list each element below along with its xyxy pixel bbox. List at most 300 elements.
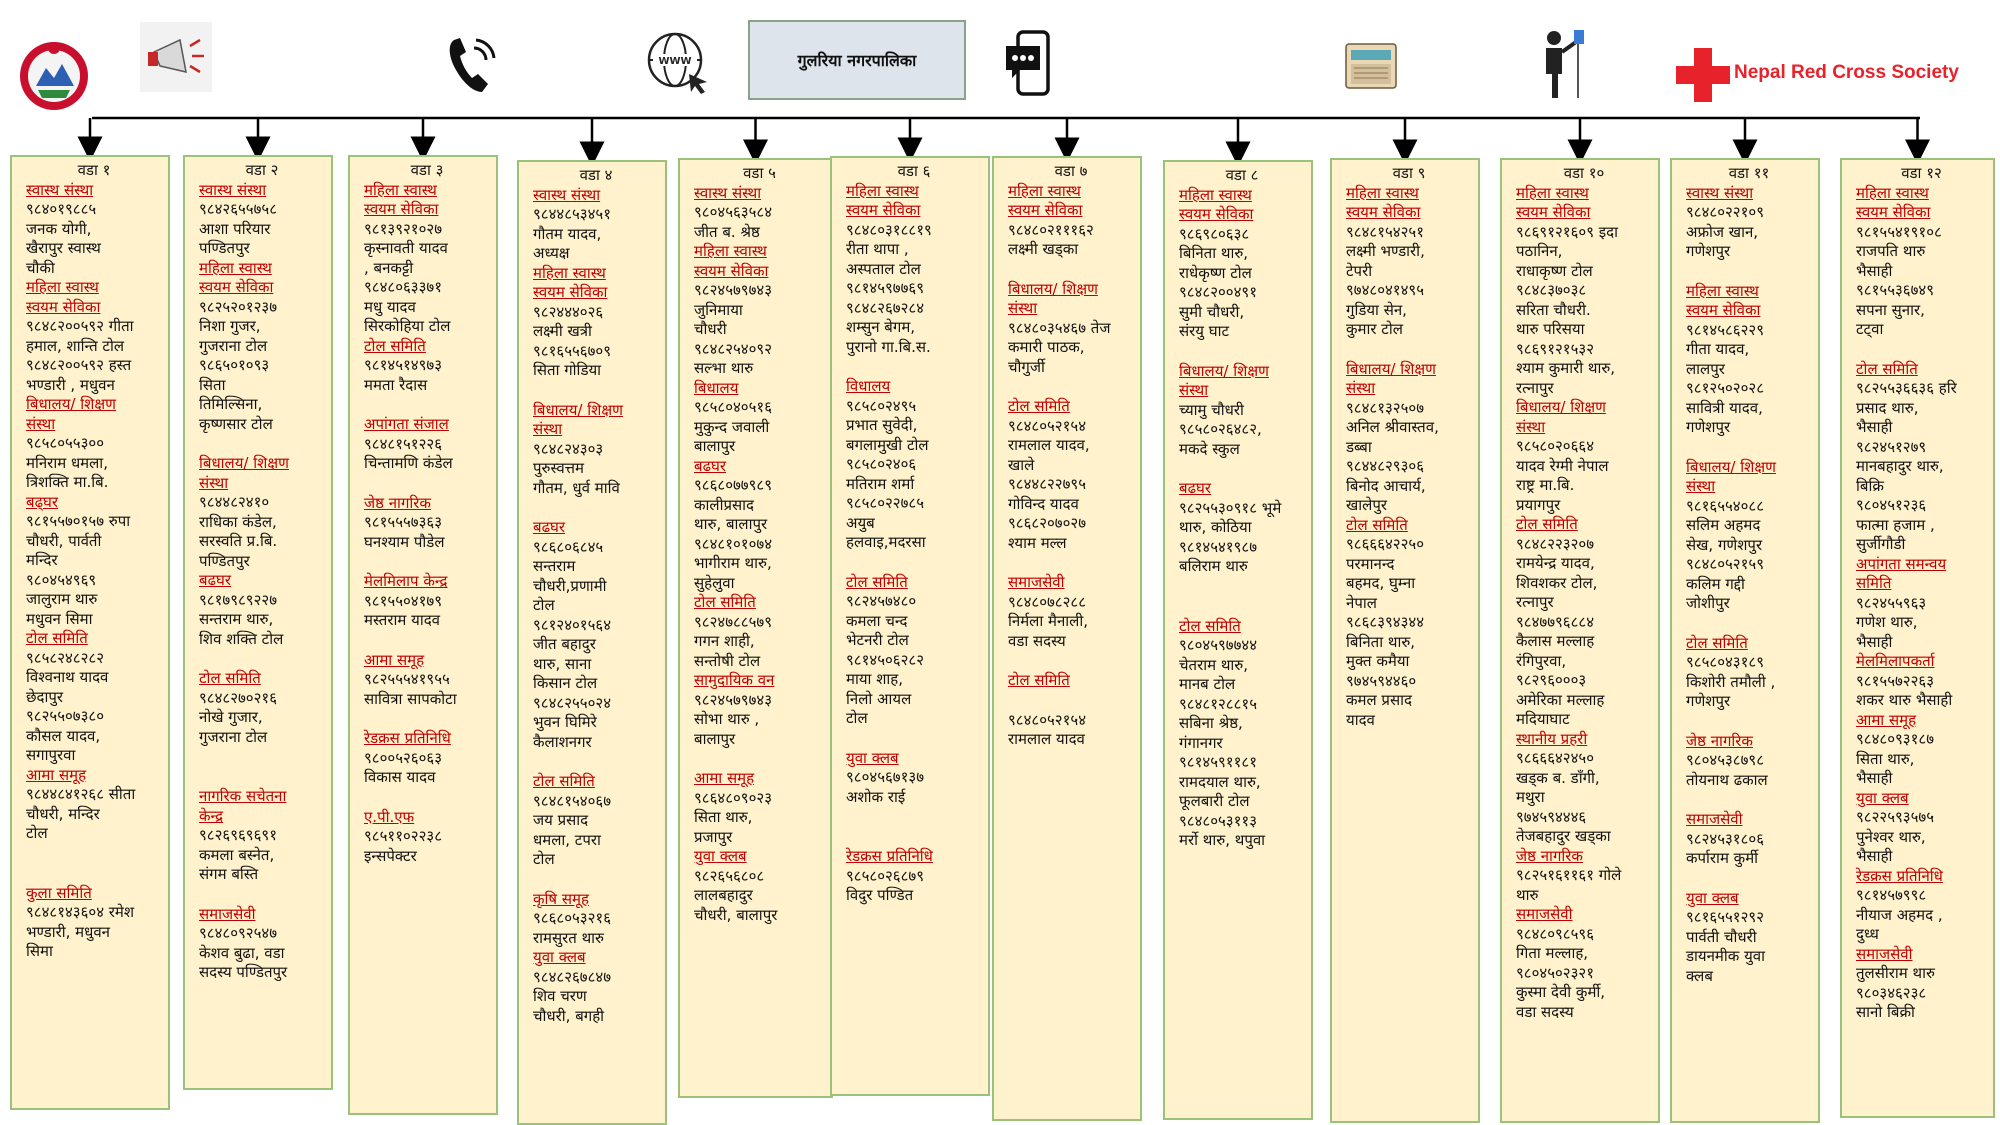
contact-line: पण्डितपुर (199, 551, 250, 570)
spacer (1686, 614, 1812, 634)
category-heading: महिला स्वास्थ (1856, 183, 1929, 202)
contact-line: ९८२६५६८०८ (694, 866, 765, 885)
contact-line: ९८००५२६०६३ (364, 748, 443, 767)
contact-line: सन्तोषी टोल (694, 651, 761, 670)
category-heading: महिला स्वास्थ (364, 180, 437, 199)
category-heading: बढ्घर (26, 492, 59, 511)
contact-line: ९८४८२६७८४७ (533, 967, 612, 986)
contact-line: सावित्रा सापकोटा (364, 689, 457, 708)
contact-line: त्रिशक्ति मा.बि. (26, 473, 109, 491)
category-heading: महिला स्वास्थ (1686, 281, 1759, 300)
contact-line: ९८४८०९३१८७ (1856, 730, 1935, 748)
category-heading: समाजसेवी (199, 904, 256, 923)
category-heading: ए.पी.एफ (364, 807, 415, 826)
contact-line: ९८४८२६७२८४ (846, 298, 925, 317)
category-heading: संस्था (1179, 381, 1209, 399)
contact-line: सिमा (26, 942, 53, 960)
category-heading: स्वयम सेविका (1686, 301, 1761, 319)
spacer (846, 807, 982, 827)
category-heading: स्वयम सेविका (1346, 203, 1421, 221)
category-heading: स्वयम सेविका (199, 278, 274, 296)
category-heading: बिधालय (694, 378, 739, 397)
contact-line: क्लब (1686, 966, 1713, 985)
spacer (1179, 342, 1305, 362)
contact-line: सिरकोहिया टोल (364, 317, 451, 335)
contact-line: ९८४८०९८५९६ (1516, 924, 1595, 943)
ward-title: वडा ४ (579, 166, 613, 184)
contact-line: ९८४८१५४०६७ (533, 791, 612, 810)
contact-line: विश्वनाथ यादव (26, 668, 109, 686)
contact-line: नेपाल (1346, 593, 1377, 612)
contact-line: ९८४८०२२१०९ (1686, 203, 1765, 221)
category-heading: बिधालय/ शिक्षण (1179, 361, 1269, 380)
spacer (1008, 651, 1134, 671)
contact-line: शकर थारु भैसाही (1856, 691, 1953, 709)
contact-line: मकदे स्कुल (1179, 439, 1240, 458)
contact-line: ९८२५५५४१९५५ (364, 670, 450, 688)
spacer (1008, 260, 1134, 280)
contact-line: टेपरी (1346, 261, 1373, 280)
contact-line: ९८४८०५२१५९ (1686, 555, 1765, 573)
contact-line: गोविन्द यादव (1008, 494, 1079, 513)
ward-title: वडा २ (245, 161, 279, 179)
contact-line: किसान टोल (533, 674, 598, 692)
contact-line: ९८४८२२३२०७ (1516, 534, 1595, 553)
category-heading: बढघर (694, 456, 727, 475)
contact-line: सदस्य पण्डितपुर (199, 963, 288, 981)
contact-line: ९८०४५६७१३७ (846, 768, 925, 786)
category-heading: टोल समिति (1516, 515, 1578, 533)
contact-line: ९८२५५३६६३६ हरि (1856, 379, 1957, 397)
category-heading: विधालय (846, 377, 891, 395)
ward-column-6 (830, 156, 990, 1096)
contact-line: ९८४४८४१२६८ सीता (26, 785, 136, 803)
contact-line: कृस्नावती यादव (364, 239, 448, 257)
contact-line: सरस्वति प्र.बि. (199, 532, 278, 550)
contact-line: शिव चरण (533, 987, 587, 1005)
contact-line: सलिम अहमद (1686, 516, 1761, 534)
contact-line: अफ्रोज खान, (1686, 222, 1759, 241)
category-heading: टोल समिति (1856, 359, 1918, 378)
contact-line: थारु, कोठिया (1179, 518, 1252, 536)
contact-line: ९८४८०३१८८१९ (846, 220, 932, 239)
contact-line: ९८६८२०७०२७ (1008, 514, 1087, 532)
contact-line: ९८२४५७४८० (846, 592, 917, 610)
category-heading: संस्था (199, 473, 229, 492)
category-heading: स्वास्थ संस्था (26, 180, 94, 199)
contact-line: वडा सदस्य (1008, 631, 1066, 650)
contact-line: कमला बस्नेत, (199, 845, 275, 864)
category-heading: नागरिक सचेतना (199, 787, 287, 805)
spacer (1179, 459, 1305, 479)
contact-line: इन्सपेक्टर (364, 846, 417, 865)
category-heading: जेष्ठ नागरिक (1686, 731, 1753, 750)
contact-line: जालुराम थारु (26, 590, 98, 608)
contact-line: सुहेलुवा (694, 573, 735, 592)
ward-column-4 (517, 160, 667, 1125)
spacer (364, 395, 490, 415)
spacer (1856, 340, 1987, 360)
contact-line: ९८५८०२४०६ (846, 455, 917, 473)
contact-line: ९८२६९६९६९१ (199, 826, 278, 844)
contact-line: मधुवन सिमा (26, 609, 93, 628)
category-heading: स्वयम सेविका (846, 201, 921, 219)
contact-line: मानब टोल (1179, 675, 1236, 693)
category-heading: केन्द्र (199, 806, 224, 825)
contact-line: ९८४८०५३११३ (1179, 811, 1258, 830)
contact-line: मथुरा (1516, 788, 1545, 806)
contact-line: थारु, बालापुर (694, 515, 768, 533)
contact-line: फूलबारी टोल (1179, 792, 1250, 810)
contact-line: सपना सुनार, (1856, 300, 1925, 319)
ward-column-10 (1500, 158, 1660, 1123)
contact-line: कृष्णसार टोल (199, 414, 273, 433)
ward-title: वडा ८ (1225, 166, 1259, 184)
contact-line: भैसाही (1856, 418, 1893, 436)
contact-line: पण्डितपुर (199, 239, 250, 257)
ward-title: वडा १२ (1901, 164, 1942, 182)
category-heading: आमा समूह (1856, 710, 1917, 729)
spacer (364, 552, 490, 572)
contact-line: गगन शाही, (694, 632, 755, 650)
category-heading: युवा क्लब (846, 748, 899, 767)
contact-line: रामलाल यादव (1008, 730, 1085, 748)
contact-line: बिनोद आचार्य, (1346, 476, 1426, 495)
contact-line: गिता मल्लाह, (1516, 944, 1589, 962)
municipality-title: गुलरिया नगरपालिका (748, 20, 966, 100)
contact-line: बालापुर (694, 437, 736, 455)
contact-line: ९८४८३७०३८ (1516, 281, 1587, 299)
contact-line: पुनेश्वर थारु, (1856, 827, 1926, 846)
contact-line: प्रसाद थारु, (1856, 398, 1919, 417)
category-heading: आमा समूह (694, 769, 755, 787)
contact-line: सेख, गणेशपुर (1686, 535, 1763, 554)
contact-line: बगलामुखी टोल (846, 435, 929, 454)
category-heading: संस्था (1516, 417, 1546, 436)
contact-line: कैलाशनगर (533, 732, 592, 751)
spacer (199, 767, 325, 787)
category-heading: टोल समिति (1179, 616, 1241, 635)
contact-line: सिता गोडिया (533, 361, 602, 379)
spacer (1008, 377, 1134, 397)
contact-line: ९८१४५०६२८२ (846, 650, 925, 669)
contact-line: ९८४८१५४२५१ (1346, 222, 1425, 241)
contact-line: ९८५८०२६४८२, (1179, 420, 1262, 438)
contact-line: प्रभात सुवेदी, (846, 416, 918, 434)
contact-line: भेटनरी टोल (846, 631, 909, 649)
category-heading: टोल समिति (846, 572, 908, 591)
contact-line: मनिराम धमला, (26, 453, 108, 472)
spacer (1686, 712, 1812, 732)
ward-title: वडा ७ (1054, 162, 1088, 180)
contact-line: कर्पाराम कुर्मी (1686, 849, 1759, 867)
contact-line: ९८४२६५५७५८ (199, 200, 278, 218)
spacer (1346, 340, 1472, 360)
contact-line: रामयेन्द्र यादव, (1516, 554, 1595, 572)
contact-line: सिता (199, 375, 226, 394)
contact-line: अनिल श्रीवास्तव, (1346, 418, 1439, 436)
spacer (199, 885, 325, 905)
contact-line: कुमार टोल (1346, 320, 1403, 338)
contact-line: ९८१५५७२२६३ (1856, 671, 1935, 690)
ward-column-5 (678, 158, 833, 1098)
contact-line: टट्वा (1856, 320, 1884, 338)
contact-line: खालेपुर (1346, 496, 1387, 514)
contact-line: च्यामु चौधरी (1179, 400, 1244, 419)
contact-line: सबिना श्रेष्ठ, (1179, 714, 1243, 732)
contact-line: चौधरी, बालापुर (694, 905, 778, 924)
connector-lines (0, 0, 2000, 170)
category-heading: आमा समूह (26, 765, 87, 784)
contact-line: संरयु घाट (1179, 322, 1230, 340)
contact-line: मधु यादव (364, 297, 416, 316)
contact-line: ९८६४८०९०२३ (694, 788, 773, 807)
category-heading: स्वयम सेविका (26, 297, 101, 316)
contact-line: मुक्त कमैया (1346, 652, 1410, 670)
contact-line: ९८१५५३६७४९ (1856, 281, 1935, 299)
ward-title: वडा १० (1563, 164, 1605, 182)
contact-line: निर्मला मैनाली, (1008, 612, 1089, 630)
contact-line: ९८४८२५५०२४ (533, 693, 612, 712)
contact-line: गणेशपुर (1686, 242, 1731, 260)
contact-line: चेतराम थारु, (1179, 655, 1249, 674)
contact-line: बहमद, घुम्ना (1346, 574, 1416, 592)
contact-line: केशव बुढा, वडा (199, 943, 285, 962)
contact-line: ९७४५९४४६० (1346, 671, 1417, 690)
contact-line: राधाकृष्ण टोल (1516, 261, 1593, 280)
category-heading: समाजसेवी (1516, 905, 1573, 923)
contact-line: ९८१६५५६७०९ (533, 341, 612, 360)
category-heading: स्वास्थ संस्था (1686, 183, 1754, 202)
contact-line: ९८१५५५७३६३ (364, 513, 443, 531)
ward-title: वडा १ (77, 161, 111, 179)
contact-line: ९८१४५४१९८७ (1179, 537, 1258, 556)
contact-line: नीयाज अहमद , (1856, 905, 1943, 924)
contact-line: रामदयाल थारु, (1179, 772, 1261, 791)
spacer (199, 747, 325, 767)
contact-line: प्रजापुर (694, 827, 733, 846)
contact-line: शिवशकर टोल, (1516, 573, 1598, 592)
contact-line: गौतम, धुर्व मावि (533, 478, 620, 497)
contact-line: चौधरी, पार्वती (26, 531, 102, 550)
contact-line: तेजबहादुर खड्का (1516, 827, 1611, 845)
category-heading: महिला स्वास्थ (1346, 183, 1419, 202)
contact-line: ९८१६५५४०८८ (1686, 496, 1765, 515)
contact-line: गुजराना टोल (199, 727, 268, 746)
contact-line: अयुब (846, 513, 875, 532)
contact-line: ९८२४५१२७९ (1856, 437, 1927, 456)
contact-line: सन्तराम थारु, (199, 610, 274, 628)
contact-line: तोयनाथ ढकाल (1686, 770, 1768, 789)
contact-line: ९८४८०७८२८८ (1008, 592, 1087, 611)
contact-line: जुनिमाया (694, 300, 743, 319)
contact-line: ९८१४५७९९८ (1856, 886, 1927, 904)
category-heading: टोल समिति (1346, 515, 1408, 534)
category-heading: बिधालय/ शिक्षण (1008, 279, 1098, 298)
contact-line: अशोक राई (846, 787, 906, 806)
contact-line: लक्ष्मी भण्डारी, (1346, 242, 1425, 260)
contact-line: ९८५८०२२७८५ (846, 494, 925, 512)
contact-line: सरिता चौधरी. (1516, 300, 1591, 319)
contact-line: घनश्याम पौडेल (364, 532, 445, 551)
contact-line: सावित्री यादव, (1686, 398, 1763, 417)
category-heading: टोल समिति (694, 593, 756, 611)
spacer (1686, 262, 1812, 282)
contact-line: सगापुरवा (26, 746, 76, 764)
category-heading: रेडक्रस प्रतिनिधि (846, 847, 933, 865)
contact-line: ९८४८१४३६०४ रमेश (26, 903, 135, 921)
category-heading: महिला स्वास्थ (26, 278, 99, 296)
contact-line: टोल (846, 709, 868, 727)
spacer (1179, 577, 1305, 597)
contact-line: तिमिल्सिना, (199, 395, 263, 413)
contact-line: भैसाही (1856, 261, 1893, 280)
contact-line: कलिम गद्दी (1686, 574, 1745, 593)
contact-line: कमारी पाठक, (1008, 338, 1085, 356)
contact-line: ९८५८०५५३०० (26, 434, 105, 452)
category-heading: आमा समूह (364, 650, 425, 669)
contact-line: भागीराम थारु, (694, 554, 772, 572)
category-heading: समाजसेवी (1008, 573, 1065, 591)
contact-line: कौसल यादव, (26, 726, 101, 745)
contact-line: सन्तराम (533, 557, 576, 575)
contact-line: गुडिया सेन, (1346, 300, 1407, 319)
spacer (199, 434, 325, 454)
contact-line: ९८४८१०१०७४ (694, 534, 773, 553)
contact-line: ९८४४८५३४५१ (533, 205, 612, 223)
contact-line: ९८४८०९२५४७ (199, 924, 278, 942)
contact-line: ९८२४५५९६३ (1856, 593, 1927, 612)
contact-line: माया शाह, (846, 670, 904, 688)
contact-line: कुस्मा देवी कुर्मी, (1516, 983, 1606, 1001)
contact-line: भैसाही (1856, 847, 1893, 865)
contact-line: परमानन्द (1346, 554, 1395, 573)
contact-line: ९८१२५०२०२८ (1686, 379, 1765, 397)
contact-line: शम्सुन बेगम, (846, 318, 916, 336)
contact-line: धमला, टपरा (533, 830, 601, 849)
spacer (1008, 553, 1134, 573)
contact-line: मदियाघाट (1516, 710, 1570, 728)
category-heading: टोल समिति (533, 772, 595, 790)
category-heading: टोल समिति (199, 669, 261, 687)
ward-column-12 (1840, 158, 1995, 1118)
contact-line: ९८४८१२८८१५ (1179, 694, 1258, 713)
category-heading: बिधालय/ शिक्षण (1686, 457, 1776, 476)
contact-line: गीता यादव, (1686, 340, 1750, 358)
contact-line: आशा परियार (199, 219, 271, 238)
contact-line: थारु (1516, 885, 1539, 904)
category-heading: बिधालय/ शिक्षण (1516, 398, 1606, 416)
contact-line: कालीप्रसाद (694, 495, 754, 514)
contact-line: खाले (1008, 455, 1035, 474)
category-heading: रेडक्रस प्रतिनिधि (1856, 866, 1943, 885)
contact-line: प्रयागपुर (1516, 495, 1561, 514)
contact-line: बिक्रि (1856, 476, 1884, 495)
contact-line: ९८६८०५३२१६ (533, 909, 612, 927)
contact-line: ९८६८०७७९८९ (694, 476, 773, 494)
ward-column-3 (348, 155, 498, 1115)
contact-line: ९८४४८२२७९५ (1008, 475, 1087, 493)
contact-line: ९८४८०३५४६७ तेज (1008, 318, 1111, 337)
contact-line: ९८२५२०१२३७ (199, 297, 278, 316)
contact-line: बलिराम थारु (1179, 557, 1248, 575)
contact-line: सिता थारु, (694, 808, 753, 826)
contact-line: भुवन घिमिरे (533, 713, 597, 731)
contact-line: मतिराम शर्मा (846, 474, 915, 493)
contact-line: ९८२५१६११६१ गोले (1516, 866, 1622, 884)
contact-line: ९८४७७९६८८४ (1516, 612, 1595, 631)
contact-line: रंगिपुरवा, (1516, 651, 1567, 670)
contact-line: कैलास मल्लाह (1516, 632, 1595, 650)
contact-line: डायनमीक युवा (1686, 947, 1766, 965)
spacer (26, 844, 162, 864)
contact-line: विकास यादव (364, 768, 436, 786)
spacer (1686, 790, 1812, 810)
contact-line: जोशीपुर (1686, 594, 1730, 612)
contact-line: कमल प्रसाद (1346, 691, 1412, 709)
contact-line: वडा सदस्य (1516, 1002, 1574, 1021)
category-heading: टोल समिति (1008, 671, 1070, 689)
contact-line: ९८५८०२०६६४ (1516, 437, 1595, 455)
contact-line: सुर्जीगौडी (1856, 535, 1906, 553)
contact-line: ९८१५५४१९१०८ (1856, 222, 1942, 241)
spacer (694, 749, 825, 769)
contact-line: ९८६८३९४३४४ (1346, 613, 1425, 631)
contact-line: रत्नापुर (1516, 378, 1554, 397)
category-heading: युवा क्लब (1686, 888, 1739, 907)
category-heading: कुला समिति (26, 883, 92, 902)
contact-line: बालापुर (694, 729, 736, 748)
contact-line: ९८२४७८८५७९ (694, 612, 773, 631)
category-heading: संस्था (1686, 477, 1716, 495)
contact-line: मन्दिर (26, 551, 58, 569)
category-heading: स्वास्थ संस्था (533, 185, 601, 204)
spacer (846, 827, 982, 847)
ward-title: वडा ५ (743, 164, 776, 182)
contact-line: चौधरी,प्रणामी (533, 576, 607, 595)
contact-line: ९८५८०२४९५ (846, 396, 917, 415)
contact-line: गौतम यादव, (533, 224, 602, 243)
contact-line: सल्भा थारु (694, 359, 754, 377)
contact-line: ९८२४५७९७४३ (694, 690, 773, 709)
contact-line: जीत ब. श्रेष्ठ (694, 222, 760, 241)
contact-line: पठानिन, (1516, 242, 1563, 260)
category-heading: समिति (1856, 574, 1892, 592)
contact-line: सोभा थारु , (694, 710, 760, 728)
category-heading: जेष्ठ नागरिक (364, 493, 431, 512)
contact-line: बिनिता थारु, (1346, 632, 1416, 651)
contact-line: रामलाल यादव, (1008, 436, 1090, 454)
contact-line: लक्ष्मी खड्का (1008, 240, 1079, 258)
spacer (1179, 597, 1305, 617)
contact-line: हमाल, शान्ति टोल (26, 336, 125, 355)
category-heading: टोल समिति (26, 629, 88, 647)
spacer (846, 729, 982, 749)
category-heading: बिधालय/ शिक्षण (199, 454, 289, 472)
contact-line: खैरापुर स्वास्थ (26, 239, 101, 257)
contact-line: राजपति थारु (1856, 242, 1926, 260)
contact-line: यादव (1346, 710, 1375, 729)
contact-line: ९८२५५०७३८० (26, 707, 105, 725)
contact-line: मानबहादुर थारु, (1856, 457, 1944, 475)
contact-line: ९८१५५७०१५७ रुपा (26, 512, 131, 530)
contact-line: ९८१७९८९२२७ (199, 590, 278, 609)
contact-line: ९८६९८०६३८ (1179, 224, 1250, 243)
contact-line: रत्नापुर (1516, 593, 1554, 611)
contact-line: ९८४८२००४९१ (1179, 283, 1258, 301)
category-heading: महिला स्वास्थ (533, 263, 606, 282)
contact-line: ९८५८२४८२८२ (26, 648, 105, 667)
